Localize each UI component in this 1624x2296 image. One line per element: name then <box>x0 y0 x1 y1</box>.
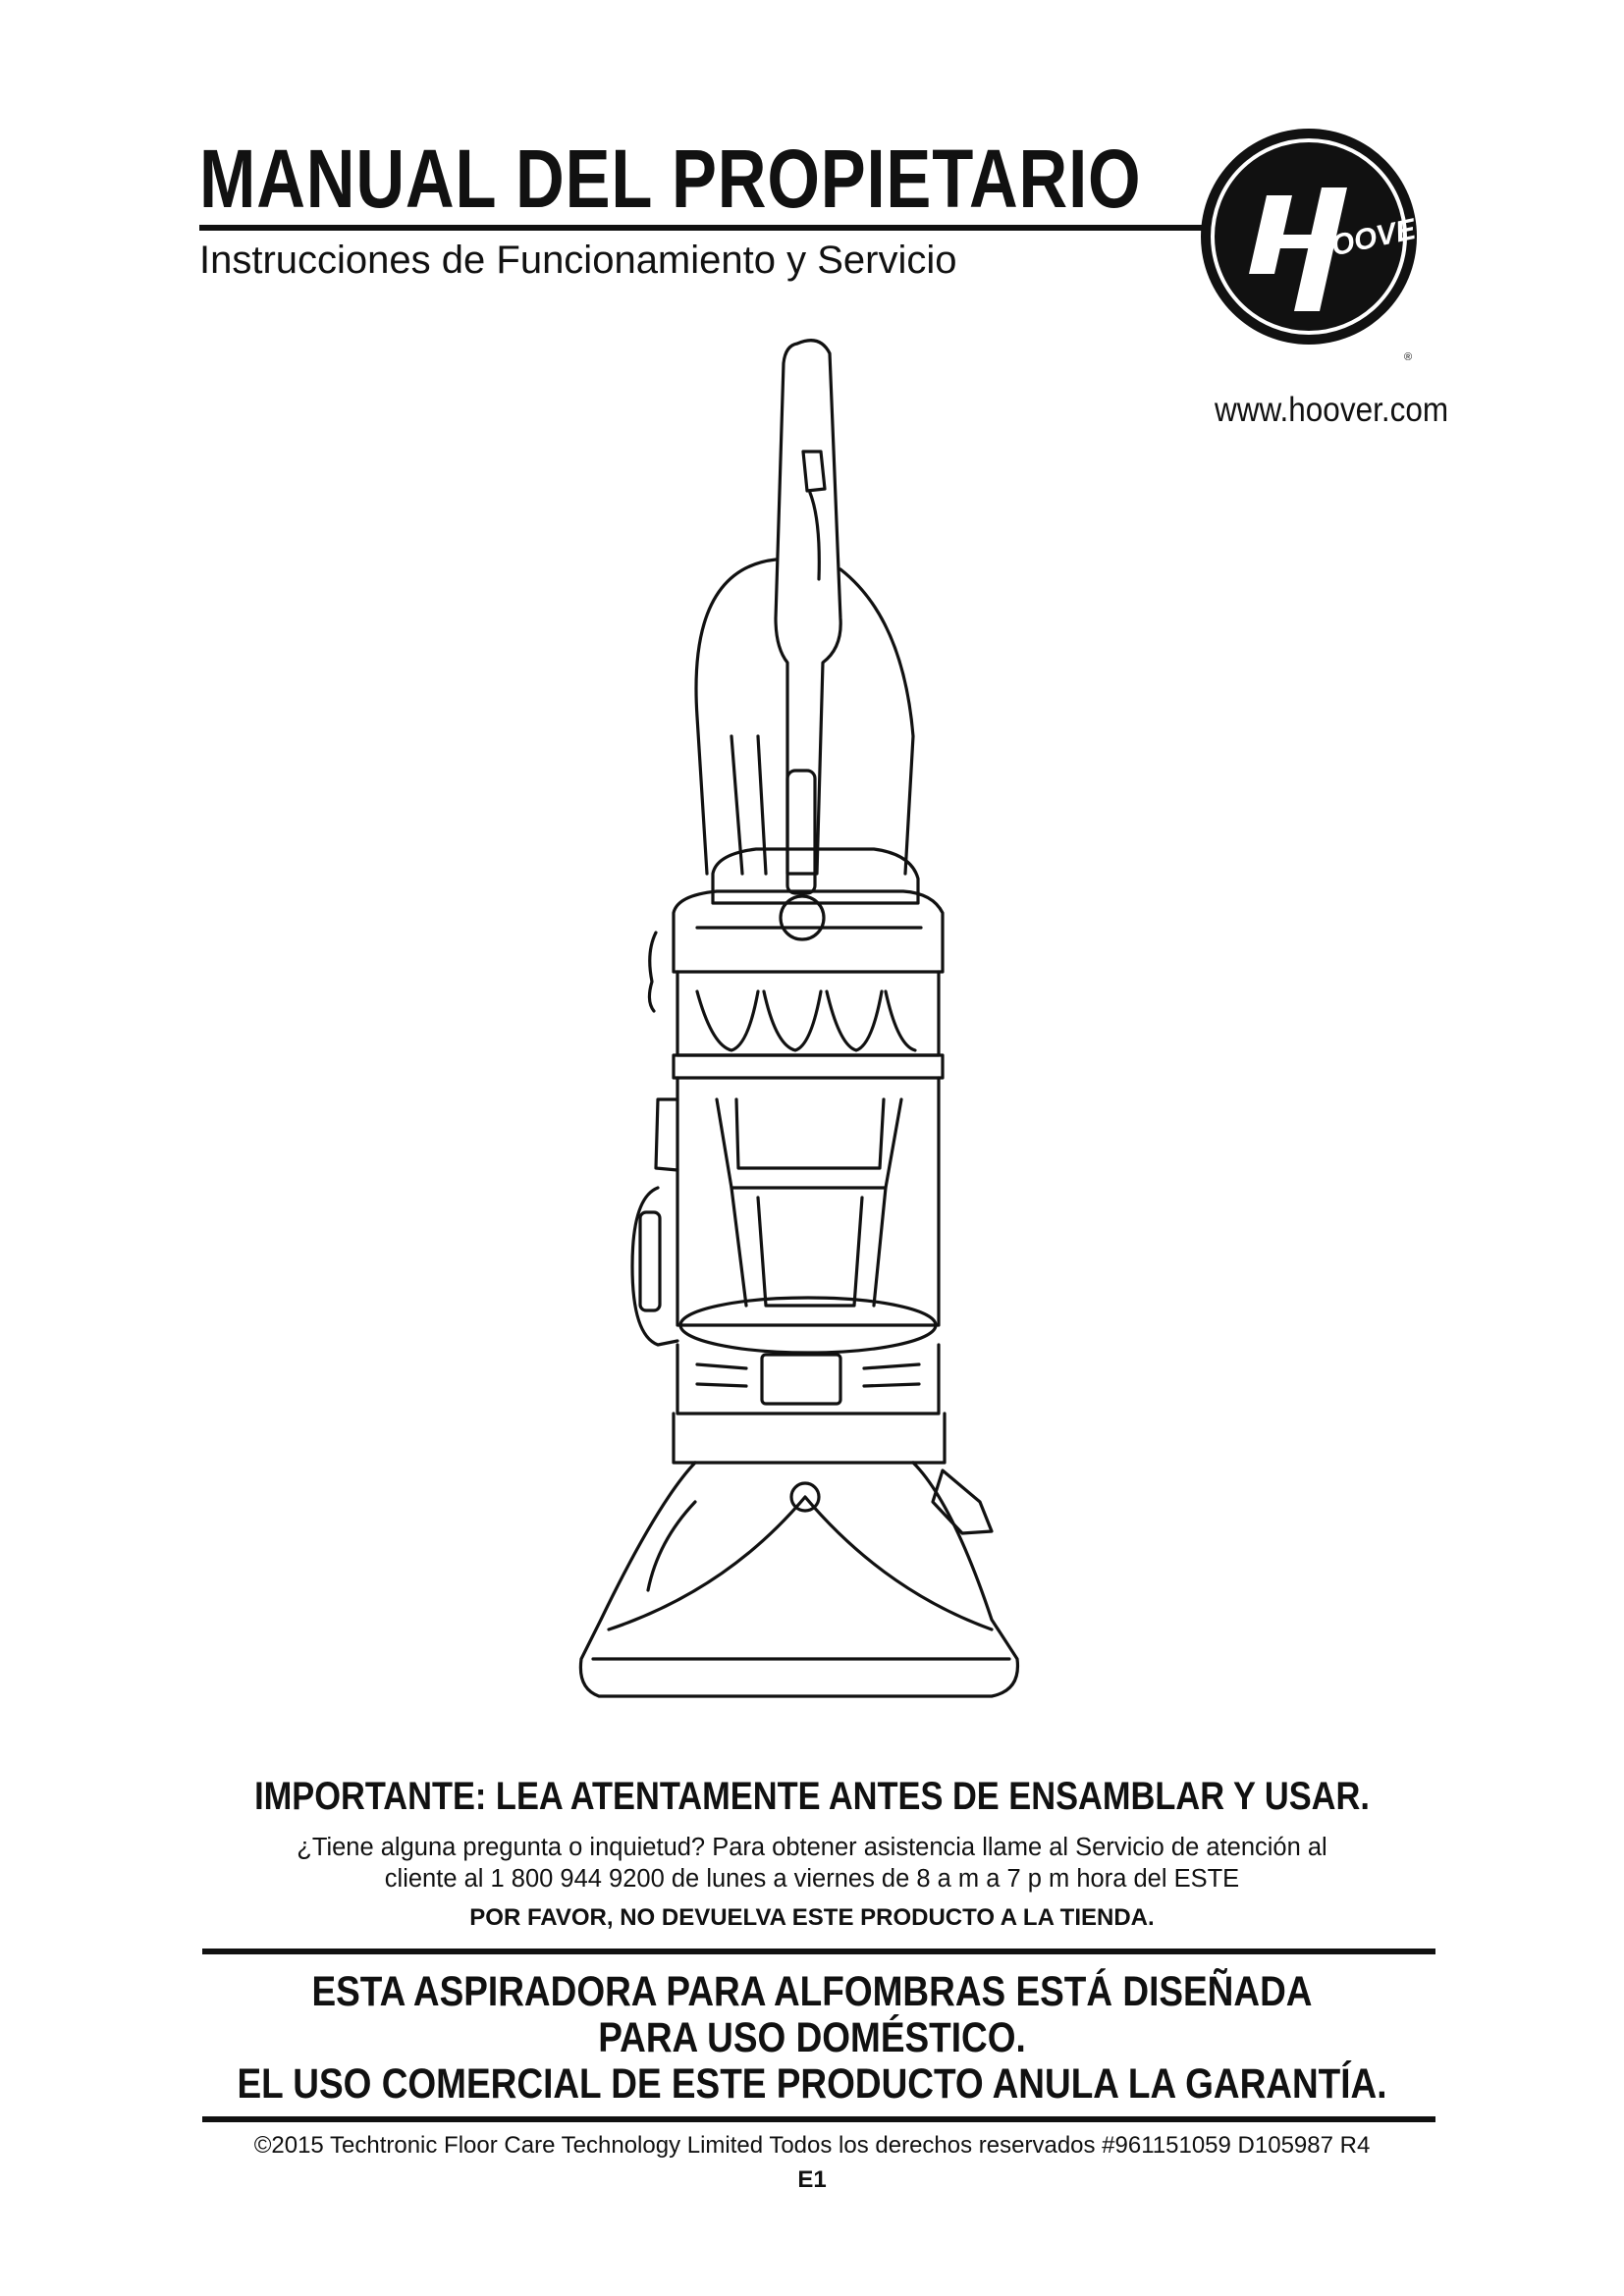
page-number: E1 <box>797 2166 827 2193</box>
page-title: MANUAL DEL PROPIETARIO <box>199 133 1142 225</box>
no-return-notice: POR FAVOR, NO DEVUELVA ESTE PRODUCTO A LA TIENDA. <box>469 1904 1155 1931</box>
help-line-1: ¿Tiene alguna pregunta o inquietud? Para obtener asistencia llame al Servicio de atención al <box>297 1834 1327 1861</box>
divider-rule <box>202 1949 1435 1954</box>
warning-line-2: PARA USO DOMÉSTICO. <box>598 2014 1026 2061</box>
page-subtitle: Instrucciones de Funcionamiento y Servicio <box>199 239 957 282</box>
copyright-line: ©2015 Techtronic Floor Care Technology Limited Todos los derechos reservados #961151059 D105987 R4 <box>253 2132 1371 2159</box>
help-line-2: cliente al 1 800 944 9200 de lunes a viernes de 8 a m a 7 p m hora del ESTE <box>384 1865 1240 1893</box>
customer-service-notice <box>177 1832 1447 1895</box>
household-use-warning <box>114 1969 1510 2108</box>
upright-vacuum-illustration <box>530 324 1051 1757</box>
hoover-logo <box>1196 119 1439 369</box>
website-url: www.hoover.com <box>1215 391 1449 429</box>
warning-line-3: EL USO COMERCIAL DE ESTE PRODUCTO ANULA LA GARANTÍA. <box>237 2060 1387 2108</box>
warning-line-1: ESTA ASPIRADORA PARA ALFOMBRAS ESTÁ DISEÑADA <box>311 1968 1313 2015</box>
registered-mark: ® <box>1404 351 1413 363</box>
svg-text:OOVER: OOVER <box>1327 208 1439 263</box>
title-rule <box>199 225 1218 231</box>
divider-rule-bottom <box>202 2116 1435 2122</box>
important-heading: IMPORTANTE: LEA ATENTAMENTE ANTES DE ENSAMBLAR Y USAR. <box>254 1775 1370 1818</box>
